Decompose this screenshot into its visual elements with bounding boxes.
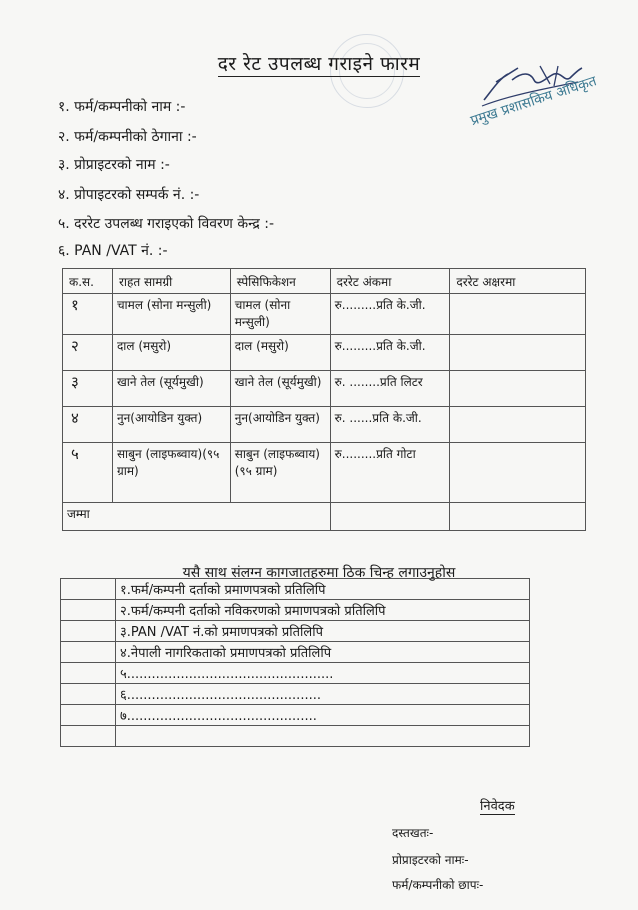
total-label: जम्मा [63,503,331,531]
col-header-sn: क.स. [63,269,113,294]
row-sn: २ [63,335,113,371]
list-item [61,579,530,600]
row-sn: ४ [63,407,113,443]
list-item [61,600,530,621]
row-spec: चामल (सोना मन्सुली) [230,294,330,335]
row-rate-words [450,371,586,407]
relief-items-table [62,268,586,531]
checkbox-cell [61,663,116,684]
table-row [63,407,586,443]
row-rate: रु. ........प्रति लिटर [330,371,450,407]
attachment-label: ३.PAN /VAT नं.को प्रमाणपत्रको प्रतिलिपि [116,621,530,642]
row-rate: रु.........प्रति गोटा [330,443,450,503]
col-header-spec: स्पेसिफिकेशन [230,269,330,294]
row-spec: साबुन (लाइफब्वाय)(९५ ग्राम) [230,443,330,503]
field-distribution-center: ५. दररेट उपलब्ध गराइएको विवरण केन्द्र :- [58,216,275,232]
attachment-label: २.फर्म/कम्पनी दर्ताको नविकरणको प्रमाणपत्रको प्रतिलिपि [116,600,530,621]
row-sn: १ [63,294,113,335]
checkbox-cell [61,726,116,747]
attachments-heading: यसै साथ संलग्न कागजातहरुमा ठिक चिन्ह लगाउनुहोस [182,565,456,581]
attachment-label [116,726,530,747]
list-item [61,621,530,642]
row-sn: ५ [63,443,113,503]
table-row [63,294,586,335]
col-header-rate-words: दररेट अक्षरमा [450,269,586,294]
field-pan-vat: ६. PAN /VAT नं. :- [58,243,168,259]
row-rate: रु.........प्रति के.जी. [330,335,450,371]
checkbox-cell [61,642,116,663]
designation-stamp: प्रमुख प्रशासकिय अधिकृत [468,73,599,130]
row-rate-words [450,294,586,335]
attachment-label: १.फर्म/कम्पनी दर्ताको प्रमाणपत्रको प्रतिलिपि [116,579,530,600]
row-item: दाल (मसुरो) [112,335,230,371]
firm-stamp-line: फर्म/कम्पनीको छापः- [392,878,484,892]
row-item: साबुन (लाइफब्वाय)(९५ ग्राम) [112,443,230,503]
total-rate-words [450,503,586,531]
attachments-checklist [60,578,530,747]
row-rate-words [450,443,586,503]
row-rate-words [450,335,586,371]
total-row [63,503,586,531]
list-item [61,726,530,747]
row-item: नुन(आयोडिन युक्त) [112,407,230,443]
list-item [61,642,530,663]
table-row [63,443,586,503]
row-spec: खाने तेल (सूर्यमुखी) [230,371,330,407]
list-item [61,705,530,726]
checkbox-cell [61,579,116,600]
field-firm-name: १. फर्म/कम्पनीको नाम :- [58,99,186,115]
form-title: दर रेट उपलब्ध गराइने फारम [217,53,421,75]
checkbox-cell [61,621,116,642]
field-proprietor-name: ३. प्रोप्राइटरको नाम :- [58,157,170,173]
col-header-rate-figures: दररेट अंकमा [330,269,450,294]
table-row [63,335,586,371]
applicant-heading: निवेदक [480,796,515,815]
total-rate [330,503,450,531]
attachment-label: ६............................................... [116,684,530,705]
row-spec: दाल (मसुरो) [230,335,330,371]
list-item [61,684,530,705]
table-row [63,371,586,407]
row-rate: रु. ......प्रति के.जी. [330,407,450,443]
checkbox-cell [61,705,116,726]
attachment-label: ५.................................................. [116,663,530,684]
col-header-item: राहत सामग्री [112,269,230,294]
row-rate: रु.........प्रति के.जी. [330,294,450,335]
row-item: चामल (सोना मन्सुली) [112,294,230,335]
row-spec: नुन(आयोडिन युक्त) [230,407,330,443]
proprietor-name-line: प्रोप्राइटरको नामः- [392,853,469,867]
attachment-label: ४.नेपाली नागरिकताको प्रमाणपत्रको प्रतिलिपि [116,642,530,663]
field-firm-address: २. फर्म/कम्पनीको ठेगाना :- [58,129,197,145]
row-item: खाने तेल (सूर्यमुखी) [112,371,230,407]
row-rate-words [450,407,586,443]
checkbox-cell [61,600,116,621]
checkbox-cell [61,684,116,705]
signature-line: दस्तखतः- [392,826,434,840]
list-item [61,663,530,684]
table-header-row [63,269,586,294]
row-sn: ३ [63,371,113,407]
field-proprietor-contact: ४. प्रोपाइटरको सम्पर्क नं. :- [58,187,200,203]
attachment-label: ७.............................................. [116,705,530,726]
